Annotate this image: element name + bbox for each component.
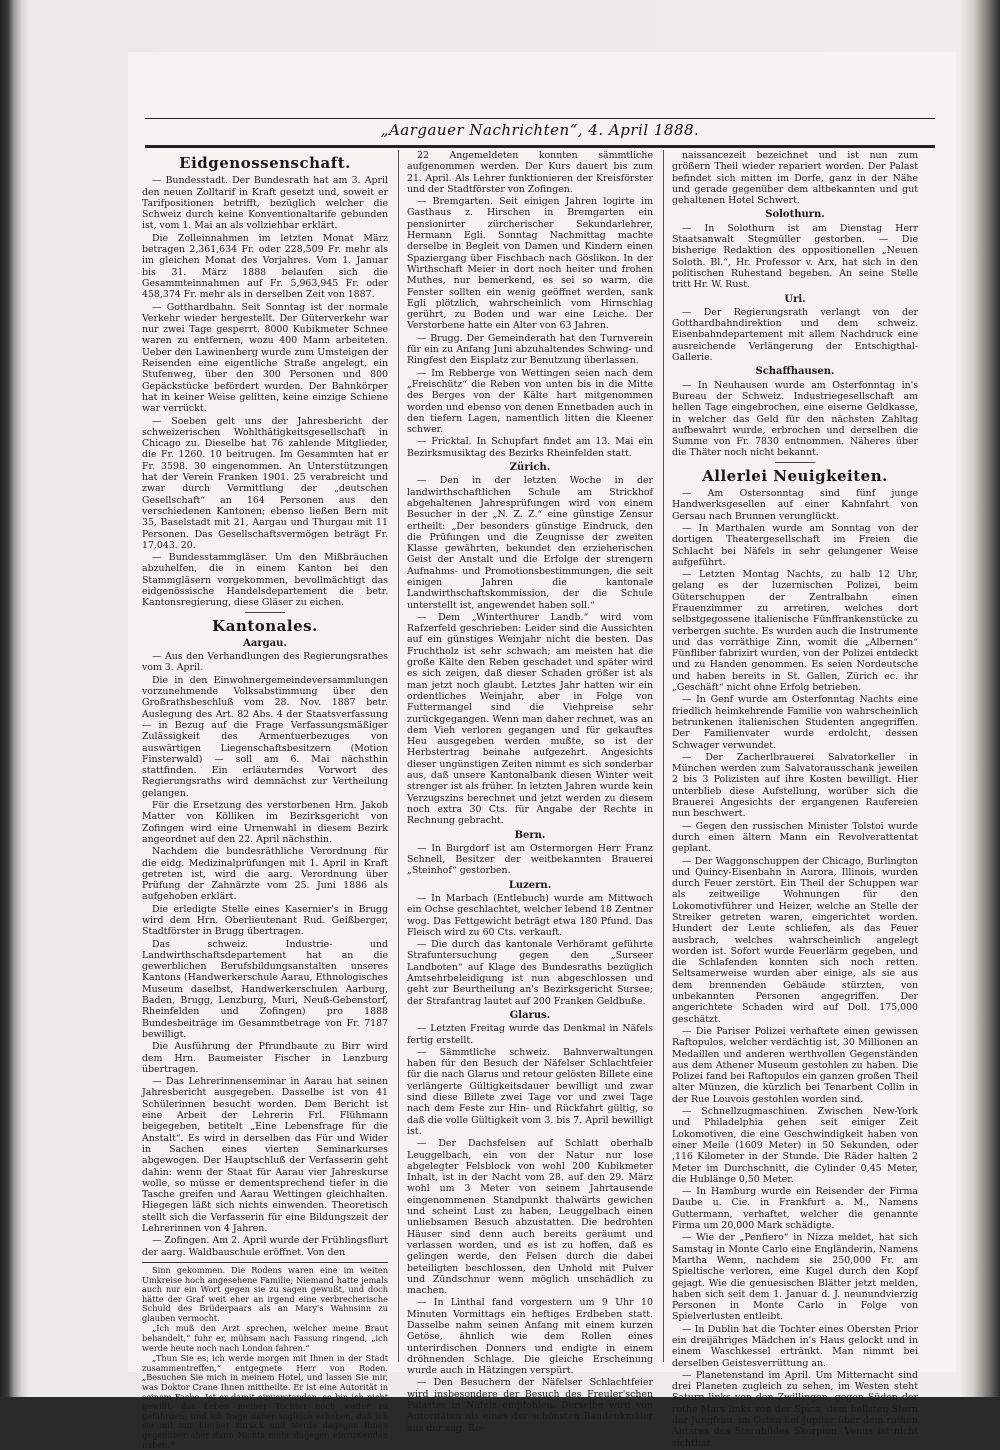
article-paragraph: — Sämmtliche schweiz. Bahnverwaltungen haben für den Besuch der Näfelser Schlachtfeier für die nach Glarus und retour gelösten Billete eine verlängerte Gültigkeitsdauer bewilligt und zwar sind diese Billete zwei Tage vor und zwei Tage nach dem Feste zur Hin- und Rückfahrt gültig, so daß die volle Gültigkeit vom 3. bis 7. April bewilligt ist. xyxy=(407,1046,653,1137)
article-paragraph: — Die durch das kantonale Verhöramt geführte Strafuntersuchung gegen den „Surseer Landboten“ auf Klage des Bundesraths bezüglich Amtsehrbeleidigung ist nun abgeschlossen und geht zur Beurtheilung an's Bezirksgericht Sursee; der Strafantrag lautet auf 200 Franken Geldbuße. xyxy=(407,939,653,1007)
canton-heading: Glarus. xyxy=(509,1009,551,1021)
article-paragraph: — Fricktal. In Schupfart findet am 13. Mai ein Bezirksmusiktag des Bezirks Rheinfelden statt. xyxy=(407,436,653,459)
article-paragraph: — In Marbach (Entlebuch) wurde am Mittwoch ein Ochse geschlachtet, welcher lebend 18 Zentner wog. Das Fettgewicht beträgt etwa 180 Pfund. Das Fleisch wird zu 60 Cts. verkauft. xyxy=(407,893,653,938)
canton-heading: Aargau. xyxy=(243,637,287,649)
article-paragraph: — Gotthardbahn. Seit Sonntag ist der normale Verkehr wieder hergestellt. Der Güterverkehr war nur zwei Tage gesperrt. 8000 Kubikmeter Schnee waren zu entfernen, wozu 400 Mann arbeiteten. Ueber den Lawinenberg wurde zum Umsteigen der Reisenden eine eigentliche Straße angelegt, ein Stufenweg, über den 300 Personen und 800 Gepäckstücke befördert wurden. Der Bahnkörper hat in keiner Weise gelitten, keine einzige Schiene war verrückt. xyxy=(142,301,388,415)
article-paragraph: — Bremgarten. Seit einigen Jahren logirte im Gasthaus z. Hirschen in Bremgarten ein pensionirter zürcherischer Sekundarlehrer, Hermann Egli. Sonntag Nachmittag machte derselbe in Begleit von Damen und Kindern einen Spaziergang über Fischbach nach Göslikon. In der Wirthschaft Meier in dort noch heiter und frohen Muthes, nur bemerkend, es sei so warm, die Fenster sollten ein wenig geöffnet werden, sank Egli plötzlich, wahrscheinlich vom Hirnschlag gerührt, zu Boden und war eine Leiche. Der Verstorbene hatte ein Alter von 63 Jahren. xyxy=(407,196,653,332)
article-paragraph: — Der Dachsfelsen auf Schlatt oberhalb Leuggelbach, ein von der Natur nur lose abgelegter Felsblock von wohl 200 Kubikmeter Inhalt, ist in der Nacht vom 28. auf den 29. März wohl um 3 Meter von seinem Jahrtausende eingenommenen Standpunkt thalwärts gewichen und scheint Lust zu haben, Leuggelbach einen unliebsamen Besuch abzustatten. Die bedrohten Häuser sind denn auch bereits geräumt und verlassen worden, und es ist zu hoffen, daß es gelingen werde, den Felsen durch die dabei beteiligten beschlossen, den Unhold mit Pulver und Zündschnur wenn möglich unschädlich zu machen. xyxy=(407,1138,653,1297)
article-paragraph: — Schnellzugmaschinen. Zwischen New-York und Philadelphia gehen seit einiger Zeit Lokomotiven, die eine Geschwindigkeit haben von einer Meile (1609 Meter) in 50 Sekunden, oder ,116 Kilometer in der Stunde. Die Räder halten 2 Meter im Durchschnitt, die Cylinder 0,45 Meter, die Hublänge 0,50 Meter. xyxy=(672,1106,918,1185)
article-paragraph: Für die Ersetzung des verstorbenen Hrn. Jakob Matter von Kölliken im Bezirksgericht von Zofingen wird eine Urnenwahl in diesem Bezirk angeordnet auf den 22. April nächsthin. xyxy=(142,800,388,845)
article-paragraph: — In Linthal fand vorgestern um 9 Uhr 10 Minuten Vormittags ein heftiges Erdbeben statt. Dasselbe nahm seinen Anfang mit einem kurzen Getöse, ähnlich wie dem Rollen eines unterirdischen Donners und endigte in einem dröhnenden Schlage. Die gleiche Erscheinung wurde auch in Hätzingen verspürt. xyxy=(407,1297,653,1377)
canton-heading: Bern. xyxy=(514,829,546,841)
article-paragraph: — In Marthalen wurde am Sonntag von der dortigen Theatergesellschaft im Freien die Schlacht bei Näfels in sehr gelungener Weise aufgeführt. xyxy=(672,522,918,568)
canton-heading: Luzern. xyxy=(508,879,552,891)
article-paragraph: — Den Besuchern der Näfelser Schlachtfeier wird insbesondere der Besuch des Freuler'schen Palastes in Näfels empfohlen. Derselbe wird von Autoritäten als eines der schönsten Baudenkmäler aus der sog. Re- xyxy=(407,1377,653,1434)
article-paragraph: — Letzten Freitag wurde das Denkmal in Näfels fertig erstellt. xyxy=(407,1023,653,1046)
article-paragraph: Die Ausführung der Pfrundbaute zu Birr wird dem Hrn. Baumeister Fischer in Lenzburg übertragen. xyxy=(142,1041,388,1075)
article-paragraph: — Gegen den russischen Minister Tolstoi wurde durch einen ältern Mann ein Revolverattentat geplant. xyxy=(672,820,918,855)
article-paragraph: — Am Ostersonntag sind fünf junge Handwerksgesellen auf einer Kahnfahrt von Gersau nach Brunnen verunglückt. xyxy=(672,488,918,522)
article-paragraph: — Das Lehrerinnenseminar in Aarau hat seinen Jahresbericht ausgegeben. Dasselbe ist von 41 Schülerinnen besucht worden. Dem Bericht ist eine Arbeit der Lehrerin Frl. Flühmann beigegeben, betitelt „Eine Lebensfrage für die Anstalt“. Es wird in derselben das Für und Wider in Sachen eines vierten Seminarkurses abgewogen. Der Hauptschluß der Verfasserin geht dahin: wenn der Staat für Aarau vier Jahreskurse wolle, so müsse er dementsprechend tiefer in die Tasche greifen und Aarau Wettingen gleichhalten. Hiegegen läßt sich nichts einwenden. Theoretisch stellt sich die Verfasserin für eine Bildungszeit der Lehrerinnen von 4 Jahren. xyxy=(142,1076,388,1235)
canton-heading: Schaffhausen. xyxy=(755,366,835,378)
canton-heading: Zürich. xyxy=(509,462,551,474)
article-paragraph: — Wie der „Penfiero“ in Nizza meldet, hat sich Samstag in Monte Carlo eine Engländerin, Namens Martha Wenn, nachdem sie 250,000 Fr. am Spieltische verloren, eine Kugel durch den Kopf gejagt. Wie die genuesischen Blätter jetzt melden, haben sich seit dem 1. Januar d. J. neunundvierzig Personen in Monte Carlo in Folge von Spielverlusten entleibt. xyxy=(672,1232,918,1323)
article-paragraph: — Der Waggonschuppen der Chicago, Burlington und Quincy-Eisenbahn in Aurora, Illinois, wurden durch Feuer zerstört. Ein Theil der Schuppen war als zeitweilige Wohnungen für den Lokomotivführer und Heizer, welche an Stelle der Streiker getreten waren, eingerichtet worden. Hundert der Leute schliefen, als das Feuer ausbrach, welches wahrscheinlich angelegt worden ist. Sofort wurde Feuerlärm gegeben, und die Schlafenden konnten sich noch retten. Seltsamerweise wurden aber einige, als sie aus dem brennenden Gebäude stürzten, von unbekannten Personen angegriffen. Der angerichtete Schaden wird auf Doll. 175,000 geschätzt. xyxy=(672,855,918,1025)
feuilleton-paragraph: „Thun Sie es; ich werde morgen mit Ihnen in der Stadt zusammentreffen,“ entgegnete Herr von Roden. „Besuchen Sie mich in meinem Hotel, und lassen Sie mir, was Doktor Crane Ihnen mittheilte. Er ist eine Autorität in seinem Fache. Ist er damit einverstanden, so bin ich nicht gewillt, das Leben meiner Tochter noch weiter zu gefährden; und ich frage daher sogleich erhoben, daß ich sie mit mir hierher zurück und werde dagegen Ihnen gegenüber aber dann Nichts mehr dagegen einzuwenden haben.“ xyxy=(142,1353,388,1450)
article-paragraph: Die in den Einwohnergemeindeversammlungen vorzunehmende Volksabstimmung über den Großrathsbeschluß vom 28. Nov. 1887 betr. Auslegung des Art. 82 Abs. 4 der Staatsverfassung — in Bezug auf die Frage Verfassungsmäßiger Zulässigkeit des Armentuerbezuges von auswärtigen Liegenschaftsbesitzern (Motion Finsterwald) — soll am 6. Mai nächsthin stattfinden. Ein erläuterndes Vorwort des Regierungsraths wird demnächst zur Vertheilung gelangen. xyxy=(142,674,388,799)
article-paragraph: — Dem „Winterthurer Landb.“ wird vom Rafzerfeld geschrieben: Leider sind die Aussichten auf ein günstiges Weinjahr nicht die besten. Das Fruchtholz ist sehr schwach; am meisten hat die große Kälte den Reben geschadet und später wird es sich zeigen, daß dieser Schaden größer ist als man jetzt noch glaubt. Letztes Jahr hatten wir ein ordentliches Weinjahr, aber in Folge von Futtermangel sind die Viehpreise sehr zurückgegangen. Wenn man daher rechnet, was an dem Vieh verloren gegangen und für gekauftes Heu ausgegeben werden mußte, so ist der Herbstertrag beinahe aufgezehrt. Angesichts dieser ungünstigen Zeiten nimmt es sich sonderbar aus, daß unsere Kantonalbank diesen Winter weit strenger ist als früher. In letzten Jahren wurde kein Verzugszins berechnet und jetzt werden zu diesem noch extra 30 Cts. für Angabe der Rechte in Rechnung gebracht. xyxy=(407,611,653,827)
article-paragraph: Die erledigte Stelle eines Kasernier's in Brugg wird dem Hrn. Oberlieutenant Rud. Geißberger, Stadtförster in Brugg übertragen. xyxy=(142,903,388,938)
column-rule xyxy=(663,150,664,1362)
article-paragraph: — Soeben gelt uns der Jahresbericht der schweizerischen Wohlthätigkeitsgesellschaft in Chicago zu. Dieselbe hat 76 zahlende Mitglieder, die Fr. 1260. 10 beitrugen. Im Gesammten hat er Fr. 3598. 30 eingenommen. An Unterstützungen hat der Verein Franken 1901. 25 verabreicht und zwar durch Vermittlung der „deutschen Gesellschaft“ an 164 Personen aus den verschiedenen Kantonen; ebenso ließen Bern mit 35, Baselstadt mit 21, Aargau und Thurgau mit 11 Personen. Das Gesellschaftsvermögen beträgt Fr. 17,043. 20. xyxy=(142,415,388,551)
article-paragraph: — In Solothurn ist am Dienstag Herr Staatsanwalt Stegmüller gestorben. — Die bisherige Redaktion des oppositionellen „Neuen Soloth. Bl.“, Hr. Professor v. Arx, hat sich in den politischen Ruhestand begeben. An seine Stelle tritt Hr. W. Rust. xyxy=(672,222,918,291)
article-paragraph: — In Dublin hat die Tochter eines Obersten Prior ein dreijähriges Mädchen in's Haus gelockt und in einem Waschkessel ertränkt. Man nimmt bei derselben Geistesverrüttung an. xyxy=(672,1323,918,1369)
article-paragraph: — Letzten Montag Nachts, zu halb 12 Uhr, gelang es der luzernischen Polizei, beim Güterschuppen der Zentralbahn einen Frauenzimmer zu arretiren, welches dort selbstgegossene italienische Fünffrankenstücke zu verbergen suchte. Es wurden auch die Instrumente und das vorräthige Zinn, womit die „Albernen“ Fünfliber fabrizirt wurden, von der Polizei entdeckt und zu Handen genommen. Es seien Nordeutsche und haben bereits in St. Gallen, Zürich ec. ihr „Geschäft“ nicht ohne Erfolg betrieben. xyxy=(672,569,918,694)
section-heading: Allerlei Neuigkeiten. xyxy=(702,466,888,485)
article-paragraph: — In Hamburg wurde ein Reisender der Firma Daube u. Cie. in Frankfurt a. M., Namens Guttermann, verhaftet, welcher die genannte Firma um 20,000 Mark schädigte. xyxy=(672,1186,918,1232)
article-paragraph: Die Zolleinnahmen im letzten Monat März betragen 2,361,634 Fr. oder 228,509 Fr. mehr als im gleichen Monat des Vorjahres. Vom 1. Januar bis 31. März 1888 belaufen sich die Gesammteinnahmen auf Fr. 5,963,945 Fr. oder 458,374 Fr. mehr als in derselben Zeit von 1887. xyxy=(142,232,388,301)
article-paragraph: — Bundesstadt. Der Bundesrath hat am 3. April den neuen Zolltarif in Kraft gesetzt und, soweit er Tarifpositionen betrifft, bezüglich welcher die Schweiz durch keine Konventionaltarife gebunden ist, vom 1. Mai an als vollziehbar erklärt. xyxy=(142,175,388,232)
article-paragraph: — Zofingen. Am 2. April wurde der Frühlingsflurt der aarg. Waldbauschule eröffnet. Von den xyxy=(142,1235,388,1258)
page-edge-right xyxy=(960,0,1000,1397)
column-1 xyxy=(142,150,388,1450)
article-paragraph: — In Neuhausen wurde am Osterfonntag in's Bureau der Schweiz. Industriegesellschaft am hellen Tage eingebrochen, eine eiserne Geldkasse, in welcher das Geld für den nächsten Zahltag aufbewahrt wurde, erbrochen und derselben die Summe von Fr. 7830 entnommen. Näheres über die Thäter noch nicht bekannt. xyxy=(672,379,918,459)
column-2 xyxy=(407,150,653,1434)
feuilleton-divider xyxy=(142,1262,388,1263)
section-heading: Eidgenossenschaft. xyxy=(179,154,351,172)
article-paragraph: — In Genf wurde am Osterfonntag Nachts eine friedlich heimkehrende Familie von wahrscheinlich betrunkenen italienischen Studenten angegriffen. Der Familienvater wurde erdolcht, dessen Schwager verwundet. xyxy=(672,694,918,751)
divider xyxy=(775,462,815,463)
divider xyxy=(245,612,285,613)
canton-heading: Uri. xyxy=(784,293,806,305)
feuilleton-paragraph: „Ich muß den Arzt sprechen, welcher meine Braut behandelt,“ fuhr er, mühsam nach Fassung ringend, „ich werde heute noch nach London fahren.“ xyxy=(142,1323,388,1353)
article-paragraph: — Planetenstand im April. Um Mitternacht sind drei Planeten zugleich zu sehen, im Westen steht Saturn links von den Zwillingen, gegen Süden der rothe Mars links von der Spica, dem hellsten Stern der Jungfrau, im Osten lief Jupiter über dem rothen Antares des Sternbildes Skorpion. Venus ist nicht sichtbar. xyxy=(672,1369,918,1449)
masthead-title: „Aargauer Nachrichten“, 4. April 1888. xyxy=(380,121,700,139)
article-paragraph: naissancezeit bezeichnet und ist nun zum größern Theil wieder repariert worden. Der Palast befindet sich mitten im Dorfe, ganz in der Nähe und gerade gegenüber dem altbekannten und gut gehaltenen Hotel Schwert. xyxy=(672,150,918,207)
article-paragraph: Nachdem die bundesräthliche Verordnung für die eidg. Medizinalprüfungen mit 1. April in Kraft getreten ist, wird die aarg. Verordnung über Prüfung der Zahnärzte vom 25. Juni 1886 als aufgehoben erklärt. xyxy=(142,846,388,903)
article-paragraph: — Im Rebberge von Wettingen seien nach dem „Freischütz“ die Reben von unten bis in die Mitte des Berges von der Kälte hart mitgenommen worden und ebenso von denen Ennetbaden auch in den tiefern Lagen, namentlich litten die Kleener schwer. xyxy=(407,367,653,436)
article-paragraph: — Brugg. Der Gemeinderath hat den Turnverein für ein zu Anfang Juni abzuhaltendes Schwing- und Ringfest den Eisplatz zur Benutzung überlassen. xyxy=(407,332,653,367)
article-paragraph: — Bundesstammgläser. Um den Mißbräuchen abzuhelfen, die in einem Kanton bei den Stammgläsern vorgekommen, bevollmächtigt das eidgenössische Handelsdepartement die betr. Kantonsregierung, diese Gläser zu eichen. xyxy=(142,552,388,609)
article-paragraph: — Den in der letzten Woche in der landwirthschaftlichen Schule am Strickhof abgehaltenen Jahresprüfungen wird von einem Besucher in der „N. Z. Z.“ eine günstige Zensur ertheilt: „Der besonders günstige Eindruck, den die Prüfungen und die Zeugnisse der zweiten Klasse gewährten, bekundet den erzieherischen Geist der Anstalt und die Erfolge der strengern Aufnahms- und Promotionsbestimmungen, die seit einigen Jahren die kantonale Landwirthschaftskommission, der die Schule unterstellt ist, angewendet haben soll.“ xyxy=(407,475,653,611)
column-rule xyxy=(398,150,399,1362)
article-paragraph: — Der Zacherlbrauerei Salvatorkeller in München werden zum Salvatorausschank jeweilen 2 bis 3 Polizisten auf ihre Kosten bewilligt. Hier unterblieb diese Aufstellung, worüber sich die Brauerei Angesichts der ergangenen Raufereien nun beschwert. xyxy=(672,751,918,820)
article-paragraph: — In Burgdorf ist am Ostermorgen Herr Franz Schnell, Besitzer der weitbekannten Brauerei „Steinhof“ gestorben. xyxy=(407,842,653,877)
column-3 xyxy=(672,150,918,1449)
masthead xyxy=(145,118,935,148)
article-paragraph: — Die Pariser Polizei verhaftete einen gewissen Raftopulos, welcher verdächtig ist, 30 Millionen an Medaillen und anderen werthvollen Gegenständen aus dem Athener Museum gestohlen zu haben. Die Polizei fand bei Raftopulos ein ganzen großen Theil alter Münzen, die kürzlich bei Tenarbent Collin in der Rue Louvois gestohlen worden sind. xyxy=(672,1025,918,1105)
article-paragraph: 22 Angemeldeten konnten sämmtliche aufgenommen werden. Der Kurs dauert bis zum 21. April. Als Lehrer funktionieren der Kreisförster und der Stadtförster von Zofingen. xyxy=(407,150,653,195)
section-heading: Kantonales. xyxy=(212,616,318,635)
article-paragraph: — Der Regierungsrath verlangt von der Gotthardbahndirektion und dem schweiz. Eisenbahndepartement mit allem Nachdruck eine ausreichende Verlängerung der Entschigthal-Gallerie. xyxy=(672,306,918,364)
feuilleton-paragraph: Sinn gekommen. Die Rodens waren eine im weiten Umkreise hoch angesehene Familie; Niemand hatte jemals auch nur ein Wort gegen sie zu sagen gewußt, und doch hätte der Graf weit eher an irgend eine verbrecherische Schuld des Brüderpaars als an Mary's Wahnsinn zu glauben vermocht. xyxy=(142,1264,388,1323)
article-paragraph: — Aus den Verhandlungen des Regierungsrathes vom 3. April. xyxy=(142,651,388,674)
canton-heading: Solothurn. xyxy=(765,209,825,221)
article-paragraph: Das schweiz. Industrie- und Landwirthschaftsdepartement hat an die gewerblichen Berufsbildungsanstalten unseres Kantons (Handwerkerschule Aarau, Ethnologisches Museum daselbst, Handwerkerschulen Aarburg, Baden, Brugg, Lenzburg, Muri, Neuß-Gebenstorf, Rheinfelden und Zofingen) pro 1888 Bundesbeiträge im Gesammtbetrage von Fr. 7187 bewilligt. xyxy=(142,938,388,1040)
